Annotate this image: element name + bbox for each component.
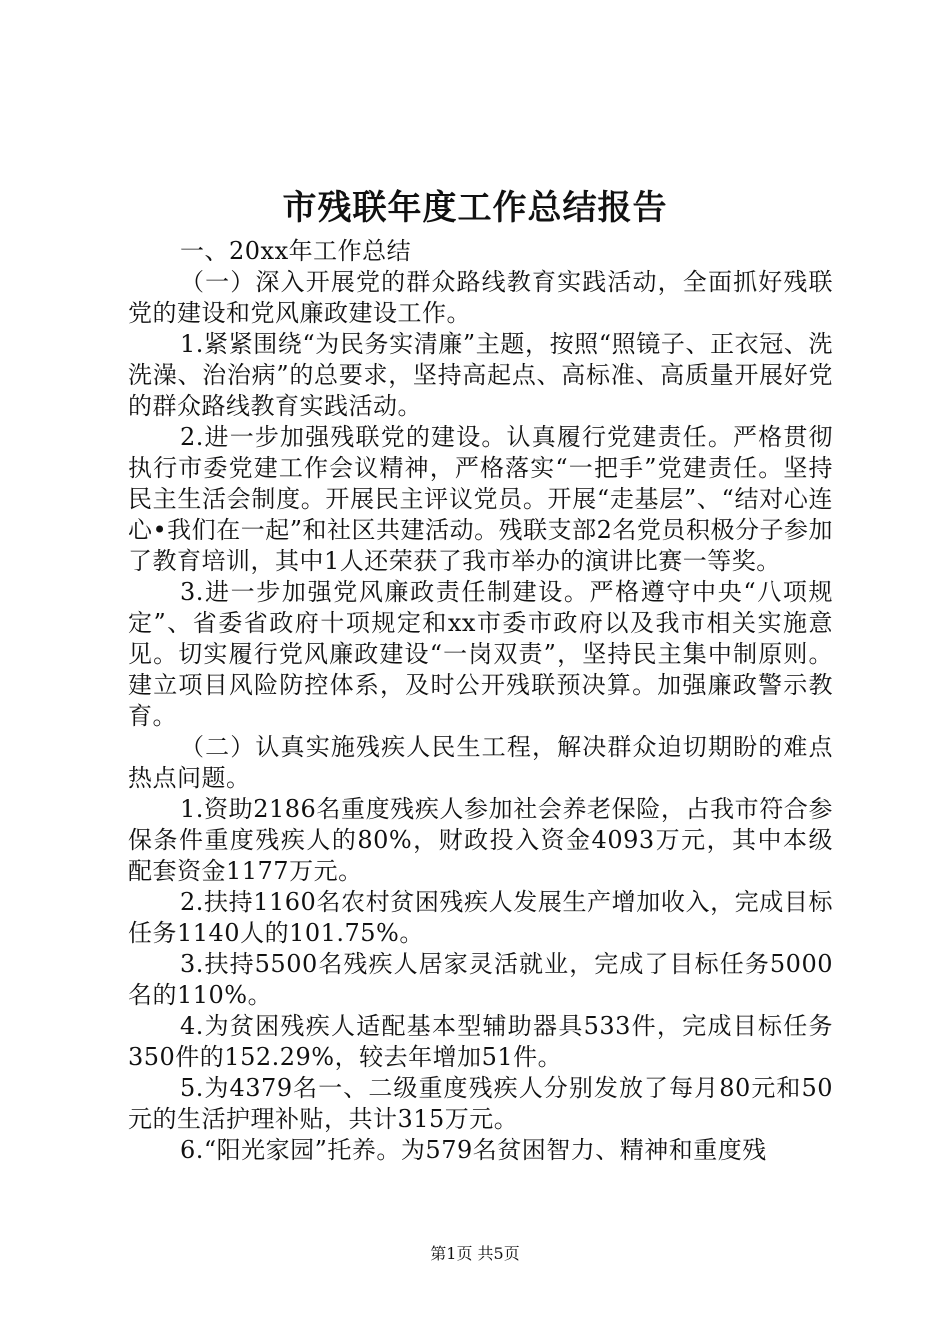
body-paragraph: 3.扶持5500名残疾人居家灵活就业，完成了目标任务5000名的110%。 (128, 950, 833, 1009)
subsection-heading-2: （二）认真实施残疾人民生工程，解决群众迫切期盼的难点热点问题。 (128, 733, 833, 792)
body-paragraph: 2.进一步加强残联党的建设。认真履行党建责任。严格贯彻执行市委党建工作会议精神，严格落实“一把手”党建责任。坚持民主生活会制度。开展民主评议党员。开展“走基层”、“结对心连心•我们在一起”和社区共建活动。残联支部2名党员积极分子参加了教育培训，其中1人还荣获了我市举办的演讲比赛一等奖。 (128, 423, 833, 575)
page-footer: 第1页 共5页 (430, 1244, 520, 1263)
body-paragraph: 3.进一步加强党风廉政责任制建设。严格遵守中央“八项规定”、省委省政府十项规定和xx市委市政府以及我市相关实施意见。切实履行党风廉政建设“一岗双责”，坚持民主集中制原则。建立项目风险防控体系，及时公开残联预决算。加强廉政警示教育。 (128, 578, 833, 730)
body-paragraph: 6.“阳光家园”托养。为579名贫困智力、精神和重度残 (180, 1136, 767, 1164)
body-paragraph: 4.为贫困残疾人适配基本型辅助器具533件，完成目标任务350件的152.29%，较去年增加51件。 (128, 1012, 833, 1071)
body-paragraph: 1.资助2186名重度残疾人参加社会养老保险，占我市符合参保条件重度残疾人的80%，财政投入资金4093万元，其中本级配套资金1177万元。 (128, 795, 833, 885)
body-paragraph: 2.扶持1160名农村贫困残疾人发展生产增加收入，完成目标任务1140人的101.75%。 (128, 888, 833, 947)
body-paragraph: 5.为4379名一、二级重度残疾人分别发放了每月80元和50元的生活护理补贴，共计315万元。 (128, 1074, 833, 1133)
section-heading: 一、20xx年工作总结 (180, 237, 412, 265)
document-body (128, 236, 833, 1166)
document-title: 市残联年度工作总结报告 (282, 188, 668, 228)
subsection-heading-1: （一）深入开展党的群众路线教育实践活动，全面抓好残联党的建设和党风廉政建设工作。 (128, 268, 833, 327)
body-paragraph: 1.紧紧围绕“为民务实清廉”主题，按照“照镜子、正衣冠、洗洗澡、治治病”的总要求，坚持高起点、高标准、高质量开展好党的群众路线教育实践活动。 (128, 330, 833, 420)
